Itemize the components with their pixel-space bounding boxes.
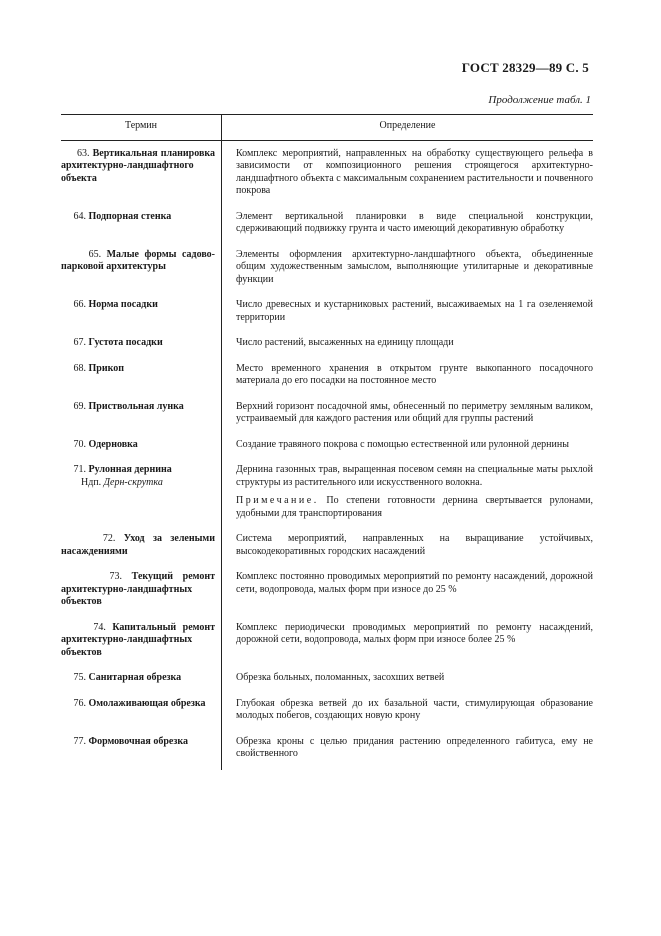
table-row <box>61 295 593 333</box>
deprecated-label: Ндп. <box>81 476 102 488</box>
terms-table <box>61 114 593 770</box>
term-name: Малые формы садово-парковой архитектуры <box>61 248 215 272</box>
term-name: Густота посадки <box>88 337 163 348</box>
term-name: Подпорная стенка <box>88 210 172 222</box>
column-header-definition: Определение <box>222 115 594 141</box>
term-cell <box>61 295 222 333</box>
term-cell <box>61 333 222 359</box>
definition-text: Место временного хранения в открытом грунте выкопанного посадочного материала до его посадки на постоянное место <box>236 362 593 386</box>
term-name: Вертикальная планировка архитектурно-ландшафтного объекта <box>61 147 216 184</box>
term-number: 69. <box>73 400 86 412</box>
table-continuation-label: Продолжение табл. 1 <box>488 94 591 106</box>
term-name: Рулонная дернина <box>88 464 172 475</box>
term-cell <box>61 618 222 669</box>
table-row <box>61 140 593 207</box>
definition-text: Глубокая обрезка ветвей до их базальной части, стимулирующая образование молодых побегов, создающих новую крону <box>236 697 593 721</box>
term-cell <box>61 140 222 207</box>
definition-cell <box>222 460 594 529</box>
term-number: 68. <box>73 362 86 374</box>
definition-cell <box>222 245 594 296</box>
term-number: 66. <box>73 299 86 310</box>
definition-cell <box>222 435 594 461</box>
term-cell <box>61 529 222 567</box>
term-number: 67. <box>73 337 86 348</box>
definition-cell <box>222 618 594 669</box>
deprecated-term-name: Дерн-скрутка <box>103 476 163 488</box>
table-row <box>61 694 593 732</box>
definition-cell <box>222 207 594 245</box>
definition-cell <box>222 668 594 694</box>
table-row <box>61 333 593 359</box>
term-number: 76. <box>73 697 86 709</box>
term-cell <box>61 460 222 529</box>
table-row <box>61 567 593 618</box>
definition-cell <box>222 333 594 359</box>
term-number: 63. <box>76 147 90 159</box>
term-cell <box>61 207 222 245</box>
term-number: 70. <box>73 438 86 450</box>
definition-text: Элемент вертикальной планировки в виде специальной конструкции, сдерживающий подвижку грунта и часто имеющий декоративную обработку <box>236 210 593 234</box>
table-row <box>61 359 593 397</box>
table-row <box>61 732 593 770</box>
table-row <box>61 207 593 245</box>
definition-cell <box>222 567 594 618</box>
term-number: 74. <box>93 621 106 633</box>
definition-text: Система мероприятий, направленных на выращивание устойчивых, высокодекоративных городских насаждений <box>236 533 593 557</box>
note-label: Примечание. <box>236 495 319 506</box>
table-row <box>61 460 593 529</box>
page-reference: ГОСТ 28329—89 С. 5 <box>461 60 589 75</box>
definition-text: Обрезка кроны с целью придания растению определенного габитуса, ему не свойственного <box>236 735 593 759</box>
definition-text: Обрезка больных, поломанных, засохших ветвей <box>236 672 445 683</box>
definition-text: Элементы оформления архитектурно-ландшафтного объекта, объединенные общим художественным замыслом, выполняющие утилитарные и декоративные функции <box>236 248 593 285</box>
table-row <box>61 245 593 296</box>
table-row <box>61 668 593 694</box>
term-number: 71. <box>73 464 86 475</box>
term-number: 65. <box>88 248 102 260</box>
term-name: Приствольная лунка <box>88 400 184 412</box>
table-row <box>61 435 593 461</box>
table-row <box>61 529 593 567</box>
term-name: Прикоп <box>88 362 124 374</box>
table-row <box>61 618 593 669</box>
term-number: 77. <box>73 735 86 747</box>
term-number: 64. <box>73 210 86 222</box>
definition-cell <box>222 732 594 770</box>
term-cell <box>61 668 222 694</box>
definition-cell <box>222 359 594 397</box>
table-row <box>61 397 593 435</box>
table-header-row <box>61 115 593 141</box>
definition-cell <box>222 694 594 732</box>
note-text: По степени готовности дернина свертывается рулонами, удобными для транспортирования <box>236 495 594 519</box>
term-cell <box>61 567 222 618</box>
definition-text: Верхний горизонт посадочной ямы, обнесенный по периметру земляным валиком, устраиваемый для каждого растения или общий для группы растений <box>236 400 593 424</box>
term-cell <box>61 435 222 461</box>
term-cell <box>61 732 222 770</box>
term-name: Текущий ремонт архитектурно-ландшафтных объектов <box>61 571 216 607</box>
term-cell <box>61 397 222 435</box>
term-name: Санитарная обрезка <box>88 672 182 683</box>
definition-text: Число древесных и кустарниковых растений, высаживаемых на 1 га озеленяемой территории <box>236 299 593 323</box>
definition-cell <box>222 140 594 207</box>
term-name: Уход за зелеными насаждениями <box>61 533 216 557</box>
term-number: 72. <box>102 533 116 544</box>
definition-cell <box>222 295 594 333</box>
definition-cell <box>222 529 594 567</box>
definition-text: Комплекс постоянно проводимых мероприятий по ремонту насаждений, дорожной сети, водопровода, малых форм при износе до 25 % <box>236 571 593 595</box>
column-header-term: Термин <box>61 115 222 141</box>
term-name: Норма посадки <box>88 299 158 310</box>
term-name: Омолаживающая обрезка <box>88 697 206 709</box>
term-cell <box>61 245 222 296</box>
term-name: Одерновка <box>88 438 138 450</box>
term-cell <box>61 694 222 732</box>
definition-text: Дернина газонных трав, выращенная посевом семян на специальные маты рыхлой структуры из растительного или искусственного волокна. <box>236 464 593 488</box>
note <box>236 495 593 520</box>
deprecated-term <box>61 477 215 490</box>
term-number: 75. <box>73 672 86 683</box>
definition-text: Создание травяного покрова с помощью естественной или рулонной дернины <box>236 438 569 450</box>
definition-text: Комплекс мероприятий, направленных на обработку существующего рельефа в зависимости от композиционного решения строящегося архитектурно-ландшафтного объекта с максимальным сохранением растительности и почвенного покрова <box>236 147 593 196</box>
definition-cell <box>222 397 594 435</box>
definition-text: Комплекс периодически проводимых мероприятий по ремонту насаждений, дорожной сети, водопровода, малых форм при износе более 25 % <box>236 621 593 645</box>
term-cell <box>61 359 222 397</box>
term-name: Формовочная обрезка <box>88 735 188 747</box>
term-name: Капитальный ремонт архитектурно-ландшафтных объектов <box>61 621 215 658</box>
definition-text: Число растений, высаженных на единицу площади <box>236 337 454 348</box>
term-number: 73. <box>109 571 122 582</box>
